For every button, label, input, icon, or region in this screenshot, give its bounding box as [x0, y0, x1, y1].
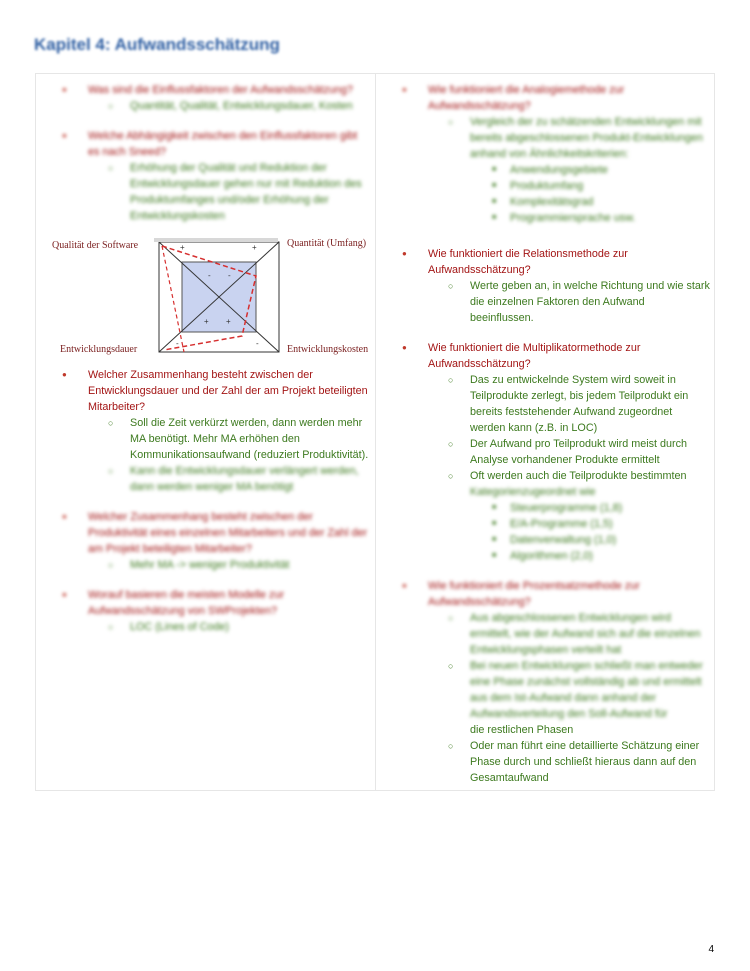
answer: ○ Das zu entwickelnde System wird soweit in Teilprodukte zerlegt, bis jedem Teilprodukt ein bereits feststehender Aufwand zugeordnet werden kann (z.B. in LOC) [398, 372, 710, 436]
answer: ○ Mehr MA -> weniger Produktivität [58, 557, 370, 573]
answer [398, 658, 710, 738]
svg-text:-: - [256, 339, 259, 348]
sub-item: ■ E/A-Programme (1,5) [398, 516, 710, 532]
answer-visible-text: Oft werden auch die Teilprodukte bestimmten [470, 470, 687, 482]
column-divider [375, 74, 376, 790]
answer-blurred-text: Kategorienzugeordnet wie [470, 486, 596, 498]
svg-text:-: - [228, 271, 231, 280]
question: ● Welcher Zusammenhang besteht zwischen der Entwicklungsdauer und der Zahl der am Projekt beteiligten Mitarbeiter? [58, 367, 370, 415]
answer: ○ Werte geben an, in welche Richtung und wie stark die einzelnen Faktoren den Aufwand beeinflussen. [398, 278, 710, 326]
question: ● Wie funktioniert die Analogiemethode zur Aufwandsschätzung? [398, 82, 710, 114]
sub-item: ■ Steuerprogramme (1,8) [398, 500, 710, 516]
question: ● Welcher Zusammenhang besteht zwischen der Produktivität eines einzelnen Mitarbeiters und der Zahl der am Projekt beteiligten Mitarbeiter? [58, 509, 370, 557]
question: ● Wie funktioniert die Multiplikatormethode zur Aufwandsschätzung? [398, 340, 710, 372]
sub-item: ■ Produktumfang [398, 178, 710, 194]
answer-blurred-text: Bei neuen Entwicklungen schließt man entweder eine Phase zunächst vollständig ab und ermittelt aus dem Ist-Aufwand dann anhand der Aufwandsverteilung den Soll-Aufwand für [470, 660, 703, 720]
answer: ○ LOC (Lines of Code) [58, 619, 370, 635]
sub-item: ■ Anwendungsgebiete [398, 162, 710, 178]
page-title: Kapitel 4: Aufwandsschätzung [34, 35, 280, 54]
svg-text:+: + [252, 243, 257, 252]
sub-item: ■ Algorithmen (2,0) [398, 548, 710, 564]
question: ● Welche Abhängigkeit zwischen den Einflussfaktoren gibt es nach Sneed? [58, 128, 370, 160]
svg-text:+: + [226, 317, 231, 326]
sub-item: ■ Datenverwaltung (1,0) [398, 532, 710, 548]
diagram-label-quality: Qualität der Software [52, 240, 139, 251]
qa-table [35, 73, 715, 791]
svg-text:-: - [176, 339, 179, 348]
answer: ○ Der Aufwand pro Teilprodukt wird meist durch Analyse vorhandener Produkte ermittelt [398, 436, 710, 468]
diagram-label-duration: Entwicklungsdauer [60, 344, 138, 355]
devil-square-diagram [44, 232, 374, 357]
diagram-label-quantity: Quantität (Umfang) [287, 238, 367, 249]
answer-visible-text: die restlichen Phasen [470, 724, 574, 736]
right-column [398, 82, 710, 786]
answer: ○ Kann die Entwicklungsdauer verlängert werden, dann werden weniger MA benötigt [58, 463, 370, 495]
svg-text:+: + [204, 317, 209, 326]
sub-item: ■ Programmiersprache usw. [398, 210, 710, 226]
question: ● Worauf basieren die meisten Modelle zur Aufwandsschätzung von SWProjekten? [58, 587, 370, 619]
question: ● Wie funktioniert die Relationsmethode zur Aufwandsschätzung? [398, 246, 710, 278]
answer: ○ Soll die Zeit verkürzt werden, dann werden mehr MA benötigt. Mehr MA erhöhen den Kommunikationsaufwand (reduziert Produktivität). [58, 415, 370, 463]
answer: ○ Erhöhung der Qualität und Reduktion der Entwicklungsdauer gehen nur mit Reduktion des Produktumfanges und/oder Erhöhung der Entwicklungskosten [58, 160, 370, 224]
answer [398, 468, 710, 500]
page-number: 4 [708, 944, 714, 955]
answer: ○ Quantität, Qualität, Entwicklungsdauer, Kosten [58, 98, 370, 114]
answer: ○ Aus abgeschlossenen Entwicklungen wird ermittelt, wie der Aufwand sich auf die einzelnen Entwicklungsphasen verteilt hat [398, 610, 710, 658]
question: ● Wie funktioniert die Prozentsatzmethode zur Aufwandsschätzung? [398, 578, 710, 610]
question: ● Was sind die Einflussfaktoren der Aufwandsschätzung? [58, 82, 370, 98]
answer: ○ Oder man führt eine detaillierte Schätzung einer Phase durch und schließt hieraus dann auf den Gesamtaufwand [398, 738, 710, 786]
sub-item: ■ Komplexitätsgrad [398, 194, 710, 210]
svg-text:+: + [180, 243, 185, 252]
left-column [52, 82, 370, 635]
answer: ○ Vergleich der zu schätzenden Entwicklungen mit bereits abgeschlossenen Produkt-Entwicklungen anhand von Ähnlichkeitskriterien: [398, 114, 710, 162]
diagram-label-costs: Entwicklungskosten [287, 344, 369, 355]
svg-text:-: - [208, 271, 211, 280]
